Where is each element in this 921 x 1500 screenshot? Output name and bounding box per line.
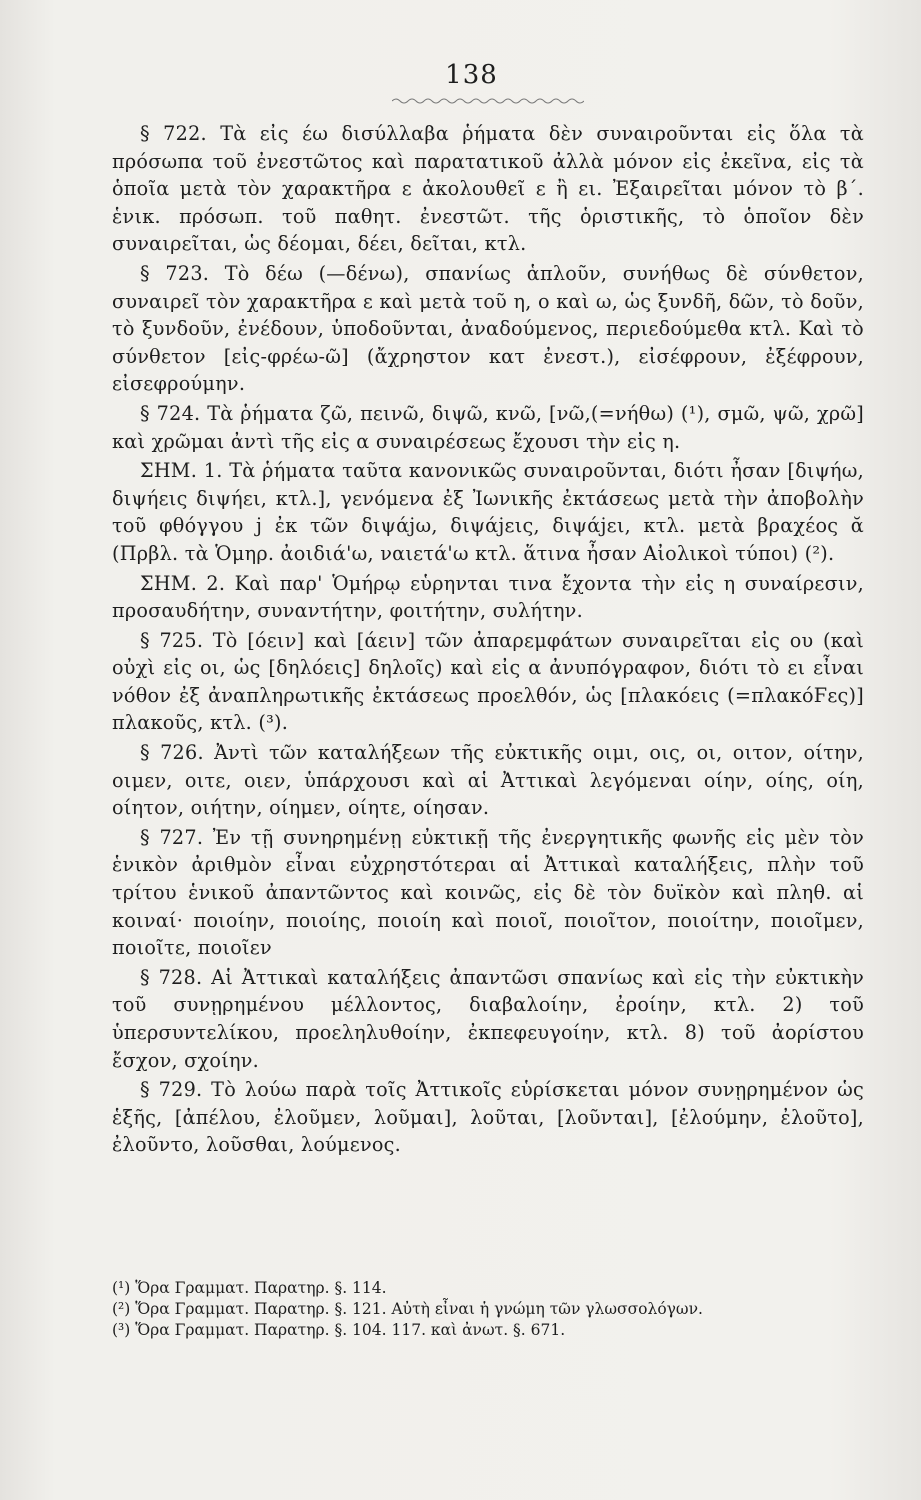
footnote-2: (²) Ὅρα Γραμματ. Παρατηρ. §. 121. Αὐτὴ εἶναι ἡ γνώμη τῶν γλωσσολόγων. xyxy=(112,1300,703,1318)
note-2: ΣΗΜ. 2. Καὶ παρ' Ὁμήρῳ εὑρηνται τινα ἔχοντα τὴν εἰς η συναίρεσιν, προσαυδήτην, συναντήτην, φοιτήτην, συλήτην. xyxy=(112,571,864,623)
footnote-3: (³) Ὅρα Γραμματ. Παρατηρ. §. 104. 117. καὶ ἀνωτ. §. 671. xyxy=(112,1321,566,1339)
footnote-1: (¹) Ὅρα Γραμματ. Παρατηρ. §. 114. xyxy=(112,1279,387,1297)
note-1: ΣΗΜ. 1. Τὰ ῥήματα ταῦτα κανονικῶς συναιροῦνται, διότι ἦσαν [διψήω, διψήεις διψήει, κτλ.], γενόμενα ἐξ Ἰωνικῆς ἐκτάσεως μετὰ τὴν ἀποβολὴν τοῦ φθόγγου j ἐκ τῶν διψάjω, διψάjεις, διψάjει, κτλ. μετὰ βραχέος ᾰ (Πρβλ. τὰ Ὁμηρ. ἀοιδιά'ω, ναιετά'ω κτλ. ἅτινα ἦσαν Αἰολικοὶ τύποι) (²). xyxy=(112,459,864,565)
page-number: 138 xyxy=(445,60,498,90)
footnotes xyxy=(112,1278,864,1341)
paragraph-727: § 727. Ἐν τῇ συνηρημένῃ εὐκτικῇ τῆς ἐνεργητικῆς φωνῆς εἰς μὲν τὸν ἑνικὸν ἀριθμὸν εἶναι εὐχρηστότεραι αἱ Ἀττικαὶ καταλήξεις, πλὴν τοῦ τρίτου ἑνικοῦ ἀπαντῶντος καὶ κοινῶς, εἰς δὲ τὸν δυϊκὸν καὶ πληθ. αἱ κοιναί· ποιοίην, ποιοίης, ποιοίη καὶ ποιοῖ, ποιοῖτον, ποιοίτην, ποιοῖμεν, ποιοῖτε, ποιοῖεν xyxy=(112,825,864,960)
paragraph-724: § 724. Τὰ ῥήματα ζῶ, πεινῶ, διψῶ, κνῶ, [νῶ,(=νήθω) (¹), σμῶ, ψῶ, χρῶ] καὶ χρῶμαι ἀντὶ τῆς εἰς α συναιρέσεως ἔχουσι τὴν εἰς η. xyxy=(112,401,864,453)
paragraph-722: § 722. Τὰ εἰς έω δισύλλαβα ῥήματα δὲν συναιροῦνται εἰς ὅλα τὰ πρόσωπα τοῦ ἐνεστῶτος καὶ παρατατικοῦ ἀλλὰ μόνον εἰς ἐκεῖνα, εἰς τὰ ὁποῖα μετὰ τὸν χαρακτῆρα ε ἀκολουθεῖ ε ἢ ει. Ἐξαιρεῖται μόνον τὸ β΄. ἑνικ. πρόσωπ. τοῦ παθητ. ἐνεστῶτ. τῆς ὁριστικῆς, τὸ ὁποῖον δὲν συναιρεῖται, ὡς δέομαι, δέει, δεῖται, κτλ. xyxy=(112,122,864,256)
paragraph-723: § 723. Τὸ δέω (—δένω), σπανίως ἁπλοῦν, συνήθως δὲ σύνθετον, συναιρεῖ τὸν χαρακτῆρα ε καὶ μετὰ τοῦ η, ο καὶ ω, ὡς ξυνδῆ, δῶν, τὸ δοῦν, τὸ ξυνδοῦν, ἐνέδουν, ὑποδοῦνται, ἀναδούμενος, περιεδούμεθα κτλ. Καὶ τὸ σύνθετον [εἰς-φρέω-ῶ] (ἄχρηστον κατ ἐνεστ.), εἰσέφρουν, ἐξέφρουν, εἰσεφρούμην. xyxy=(112,261,864,396)
main-text xyxy=(112,120,864,1159)
paragraph-729: § 729. Τὸ λούω παρὰ τοῖς Ἀττικοῖς εὑρίσκεται μόνον συνῃρημένον ὡς ἑξῆς, [ἀπέλου, ἐλοῦμεν, λοῦμαι], λοῦται, [λοῦνται], [ἐλούμην, ἐλοῦτο], ἐλοῦντο, λοῦσθαι, λούμενος. xyxy=(112,1078,864,1157)
decorative-rule xyxy=(392,96,584,106)
paragraph-725: § 725. Τὸ [όειν] καὶ [άειν] τῶν ἀπαρεμφάτων συναιρεῖται εἰς ου (καὶ οὐχὶ εἰς οι, ὡς [δηλόεις] δηλοῖς) καὶ εἰς α ἀνυπόγραφον, διότι τὸ ει εἶναι νόθον ἐξ ἀναπληρωτικῆς ἐκτάσεως προελθόν, ὡς [πλακόεις (=πλακόϜες)] πλακοῦς, κτλ. (³). xyxy=(112,628,864,735)
paragraph-726: § 726. Ἀντὶ τῶν καταλήξεων τῆς εὐκτικῆς οιμι, οις, οι, οιτον, οίτην, οιμεν, οιτε, οιεν, ὑπάρχουσι καὶ αἱ Ἀττικαὶ λεγόμεναι οίην, οίης, οίη, οίητον, οιήτην, οίημεν, οίητε, οίησαν. xyxy=(112,741,864,820)
page-header xyxy=(0,60,921,90)
paragraph-728: § 728. Αἱ Ἀττικαὶ καταλήξεις ἀπαντῶσι σπανίως καὶ εἰς τὴν εὐκτικὴν τοῦ συνῃρημένου μέλλοντος, διαβαλοίην, ἐροίην, κτλ. 2) τοῦ ὑπερσυντελίκου, προεληλυθοίην, ἐκπεφευγοίην, κτλ. 8) τοῦ ἀορίστου ἔσχον, σχοίην. xyxy=(112,965,864,1072)
